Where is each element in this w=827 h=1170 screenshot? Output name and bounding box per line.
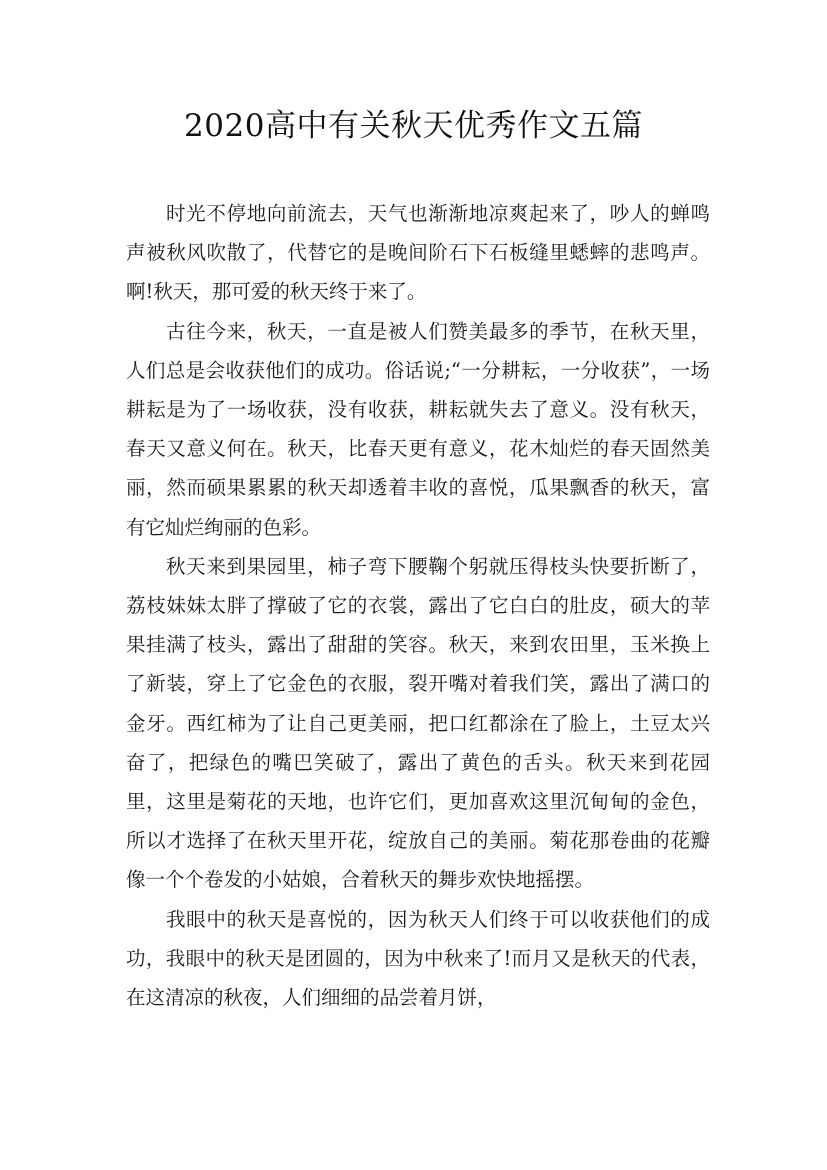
paragraph-1: 时光不停地向前流去，天气也渐渐地凉爽起来了，吵人的蝉鸣声被秋风吹散了，代替它的是晚间阶石下石板缝里蟋蟀的悲鸣声。啊!秋天，那可爱的秋天终于来了。 [126, 202, 710, 304]
paragraph-2: 古往今来，秋天，一直是被人们赞美最多的季节，在秋天里，人们总是会收获他们的成功。俗话说;“一分耕耘，一分收获”，一场耕耘是为了一场收获，没有收获，耕耘就失去了意义。没有秋天，春天又意义何在。秋天，比春天更有意义，花木灿烂的春天固然美丽，然而硕果累累的秋天却透着丰收的喜悦，瓜果飘香的秋天，富有它灿烂绚丽的色彩。 [126, 319, 710, 539]
paragraph-3: 秋天来到果园里，柿子弯下腰鞠个躬就压得枝头快要折断了，荔枝妹妹太胖了撑破了它的衣裳，露出了它白白的肚皮，硕大的苹果挂满了枝头，露出了甜甜的笑容。秋天，来到农田里，玉米换上了新装，穿上了它金色的衣服，裂开嘴对着我们笑，露出了满口的金牙。西红柿为了让自己更美丽，把口红都涂在了脸上，土豆太兴奋了，把绿色的嘴巴笑破了，露出了黄色的舌头。秋天来到花园里，这里是菊花的天地，也许它们，更加喜欢这里沉甸甸的金色，所以才选择了在秋天里开花，绽放自己的美丽。菊花那卷曲的花瓣像一个个卷发的小姑娘，合着秋天的舞步欢快地摇摆。 [126, 554, 710, 892]
document-title: 2020高中有关秋天优秀作文五篇 [184, 108, 643, 144]
paragraph-4: 我眼中的秋天是喜悦的，因为秋天人们终于可以收获他们的成功，我眼中的秋天是团圆的，因为中秋来了!而月又是秋天的代表， 在这清凉的秋夜，人们细细的品尝着月饼， [126, 907, 710, 1010]
document-body [126, 194, 710, 1017]
